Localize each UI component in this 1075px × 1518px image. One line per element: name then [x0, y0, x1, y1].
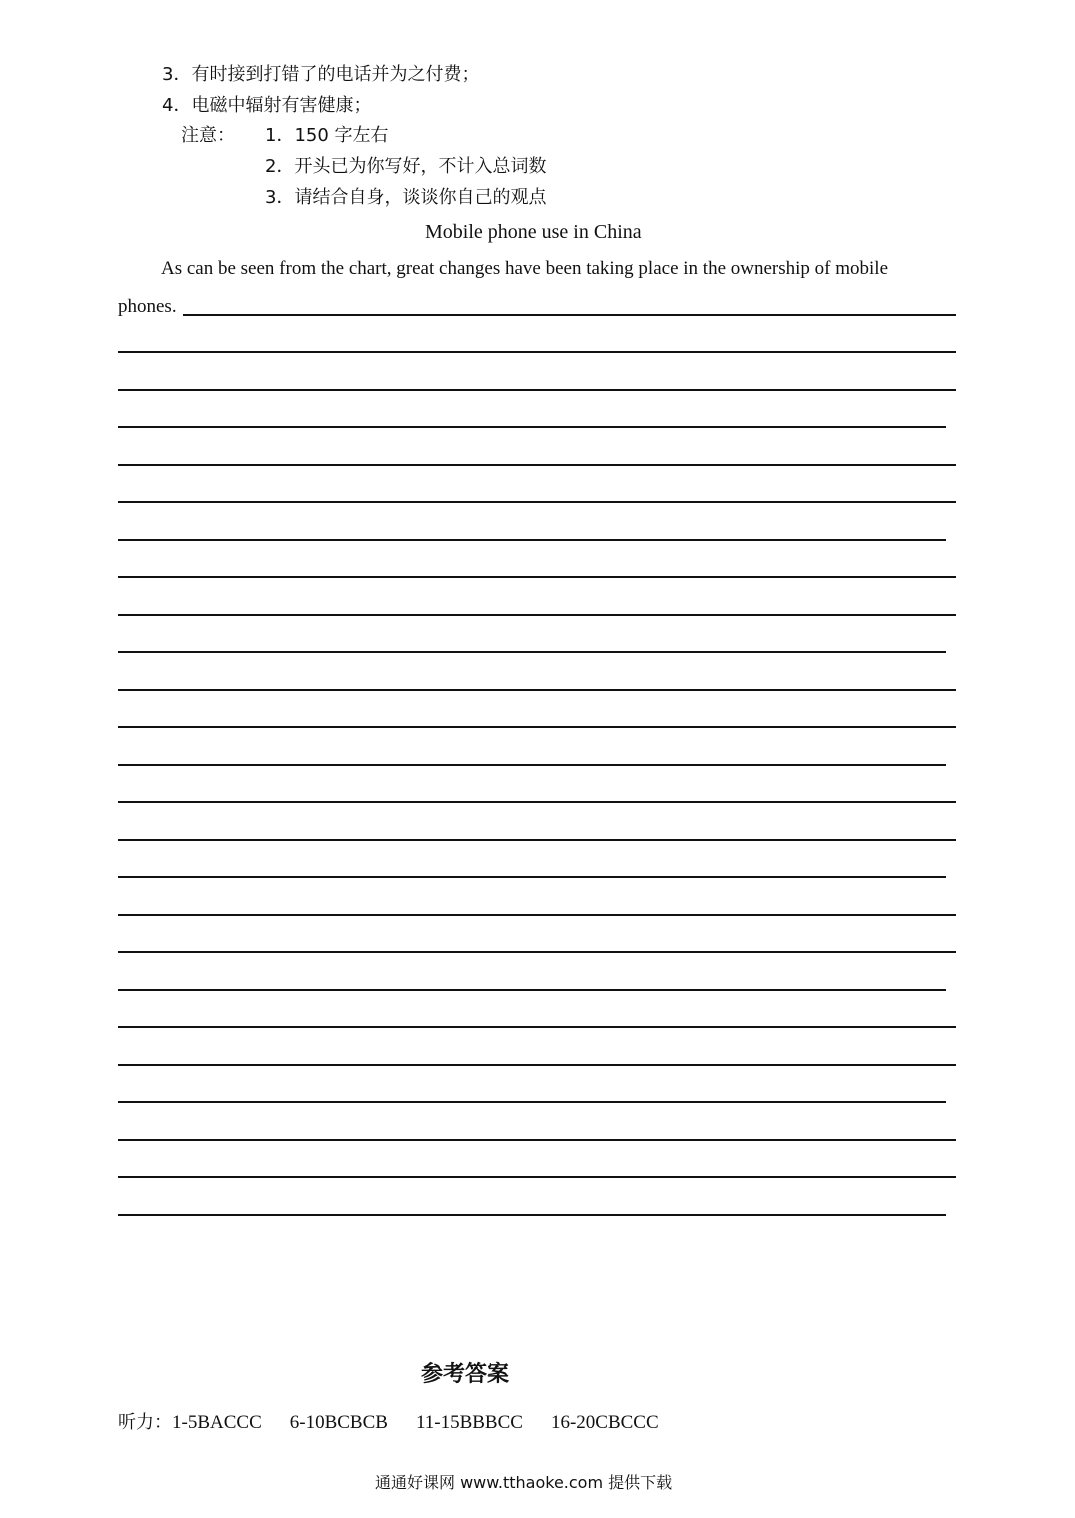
essay-opening-line-1: As can be seen from the chart, great changes have been taking place in the ownership of mobile	[161, 258, 889, 279]
writing-line[interactable]	[118, 464, 956, 466]
writing-line[interactable]	[118, 539, 946, 541]
writing-line[interactable]	[118, 501, 956, 503]
writing-line[interactable]	[118, 1214, 946, 1216]
listening-label: 听力：	[118, 1412, 172, 1433]
writing-line[interactable]	[118, 651, 946, 653]
page-footer: 通通好课网 www.tthaoke.com 提供下载	[375, 1473, 673, 1492]
answer-group: 1-5BACCC	[172, 1412, 262, 1433]
listening-answers	[118, 1413, 687, 1432]
writing-line[interactable]	[118, 1064, 956, 1066]
answer-group: 16-20CBCCC	[550, 1412, 659, 1433]
writing-line[interactable]	[118, 914, 956, 916]
writing-line[interactable]	[118, 801, 956, 803]
point-4: 4．电磁中辐射有害健康；	[162, 95, 372, 116]
writing-line[interactable]	[118, 839, 956, 841]
note-2: 2．开头已为你写好，不计入总词数	[265, 156, 547, 177]
writing-line[interactable]	[118, 764, 946, 766]
writing-line[interactable]	[118, 576, 956, 578]
writing-line[interactable]	[118, 1101, 946, 1103]
answer-key-heading: 参考答案	[421, 1362, 510, 1387]
answer-group: 11-15BBBCC	[415, 1412, 523, 1433]
writing-line[interactable]	[118, 426, 946, 428]
writing-line[interactable]	[118, 989, 946, 991]
point-3: 3．有时接到打错了的电话并为之付费；	[162, 64, 480, 85]
note-1: 1．150 字左右	[265, 125, 389, 146]
writing-line[interactable]	[118, 1026, 956, 1028]
writing-line[interactable]	[118, 876, 946, 878]
essay-title: Mobile phone use in China	[425, 221, 642, 243]
note-3: 3．请结合自身，谈谈你自己的观点	[265, 187, 547, 208]
essay-opening-line-2: phones.	[118, 296, 177, 317]
writing-line[interactable]	[118, 389, 956, 391]
writing-line[interactable]	[118, 726, 956, 728]
writing-line[interactable]	[118, 689, 956, 691]
writing-line[interactable]	[118, 614, 956, 616]
notes-label: 注意：	[181, 125, 235, 146]
writing-line[interactable]	[118, 1176, 956, 1178]
writing-line[interactable]	[183, 314, 956, 316]
answer-group: 6-10BCBCB	[289, 1412, 388, 1433]
writing-line[interactable]	[118, 951, 956, 953]
writing-line[interactable]	[118, 351, 956, 353]
writing-line[interactable]	[118, 1139, 956, 1141]
